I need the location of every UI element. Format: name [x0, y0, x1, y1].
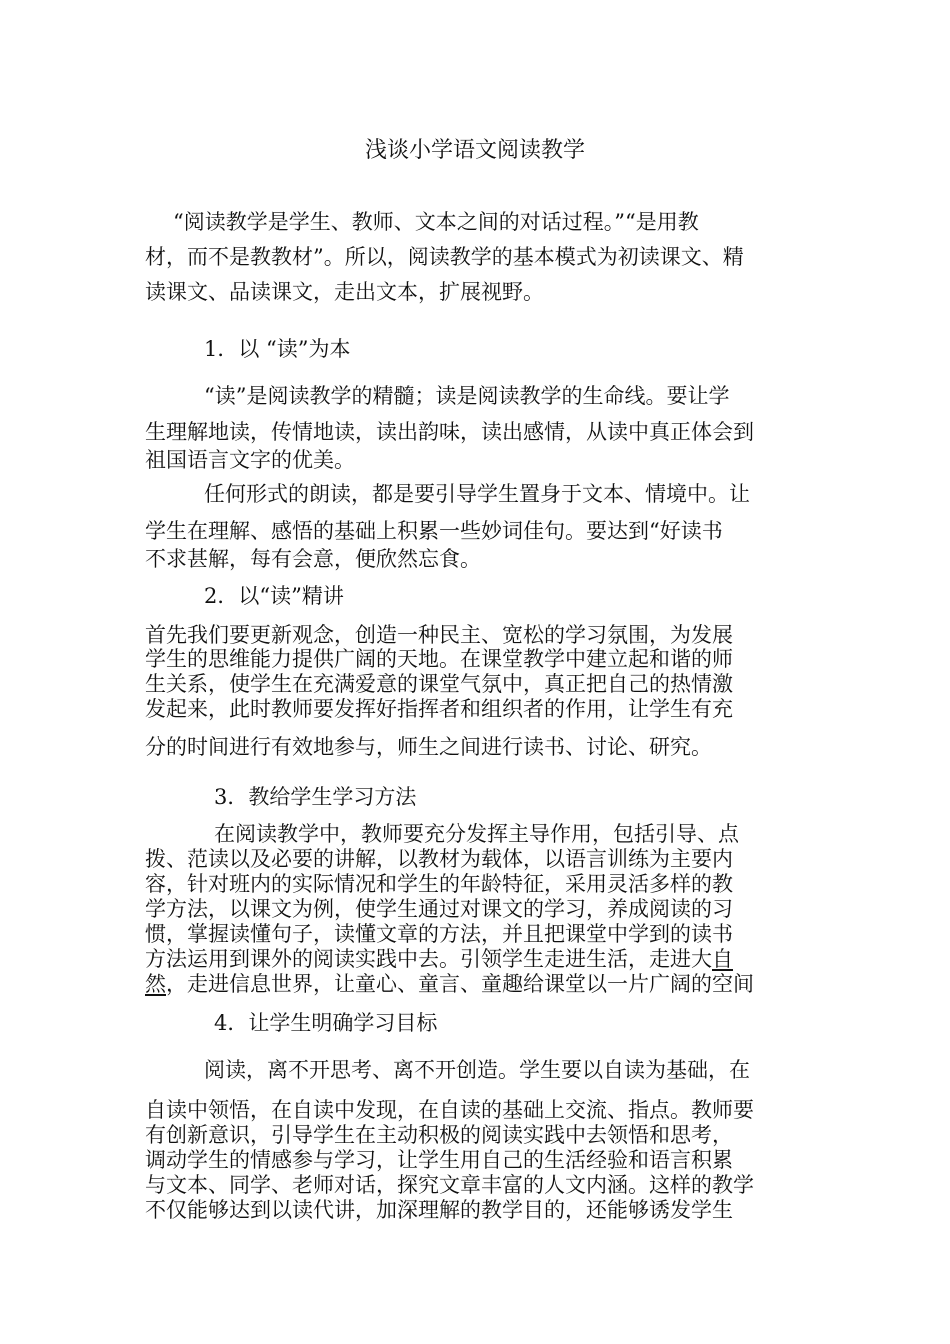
paragraph-line: 学生的思维能力提供广阔的天地。在课堂教学中建立起和谐的师 [145, 647, 733, 671]
paragraph-line: 容，针对班内的实际情况和学生的年龄特征，采用灵活多样的教 [145, 872, 733, 896]
paragraph-line: 调动学生的情感参与学习，让学生用自己的生活经验和语言积累 [145, 1148, 733, 1172]
underlined-text: 自 [712, 947, 733, 971]
page-title: 浅谈小学语文阅读教学 [364, 138, 585, 163]
underlined-text: 然 [145, 972, 166, 996]
paragraph-line: 有创新意识，引导学生在主动积极的阅读实践中去领悟和思考， [145, 1123, 733, 1147]
paragraph-line: 分的时间进行有效地参与，师生之间进行读书、讨论、研究。 [145, 735, 712, 759]
paragraph-line: 然，走进信息世界，让童心、童言、童趣给课堂以一片广阔的空间 [145, 972, 754, 996]
paragraph-line: 生关系，使学生在充满爱意的课堂气氛中，真正把自己的热情激 [145, 672, 733, 696]
intro-line: 读课文、品读课文，走出文本，扩展视野。 [145, 280, 544, 304]
section-heading-2: 2．以“读”精讲 [204, 584, 344, 608]
section-heading-3: 3．教给学生学习方法 [214, 785, 417, 809]
paragraph-line: 自读中领悟，在自读中发现，在自读的基础上交流、指点。教师要 [145, 1098, 754, 1122]
paragraph-line: 发起来，此时教师要发挥好指挥者和组织者的作用，让学生有充 [145, 697, 733, 721]
section-heading-4: 4．让学生明确学习目标 [214, 1011, 438, 1035]
section-heading-1: 1．以 “读”为本 [204, 337, 351, 361]
paragraph-line: 生理解地读，传情地读，读出韵味，读出感情，从读中真正体会到 [145, 420, 754, 444]
intro-line: 材，而不是教教材”。所以，阅读教学的基本模式为初读课文、精 [145, 245, 744, 269]
paragraph-line: 祖国语言文字的优美。 [145, 448, 355, 472]
paragraph-line: 拨、范读以及必要的讲解，以教材为载体，以语言训练为主要内 [145, 847, 733, 871]
paragraph-line: 与文本、同学、老师对话，探究文章丰富的人文内涵。这样的教学 [145, 1173, 754, 1197]
paragraph-line: 在阅读教学中，教师要充分发挥主导作用，包括引导、点 [214, 822, 739, 846]
paragraph-line: 学生在理解、感悟的基础上积累一些妙词佳句。要达到“好读书 [145, 519, 723, 543]
paragraph-line: 不仅能够达到以读代讲，加深理解的教学目的，还能够诱发学生 [145, 1198, 733, 1222]
paragraph-line: 方法运用到课外的阅读实践中去。引领学生走进生活，走进大自 [145, 947, 733, 971]
paragraph-line: 任何形式的朗读，都是要引导学生置身于文本、情境中。让 [204, 482, 750, 506]
paragraph-line: 学方法，以课文为例，使学生通过对课文的学习，养成阅读的习 [145, 897, 733, 921]
paragraph-line: 惯，掌握读懂句子，读懂文章的方法，并且把课堂中学到的读书 [145, 922, 733, 946]
paragraph-line: “读”是阅读教学的精髓；读是阅读教学的生命线。要让学 [204, 384, 730, 408]
paragraph-line: 阅读，离不开思考、离不开创造。学生要以自读为基础，在 [204, 1058, 750, 1082]
paragraph-line: 首先我们要更新观念，创造一种民主、宽松的学习氛围，为发展 [145, 623, 733, 647]
intro-line: “阅读教学是学生、教师、文本之间的对话过程。”“是用教 [173, 210, 699, 234]
paragraph-line: 不求甚解，每有会意，便欣然忘食。 [145, 547, 481, 571]
